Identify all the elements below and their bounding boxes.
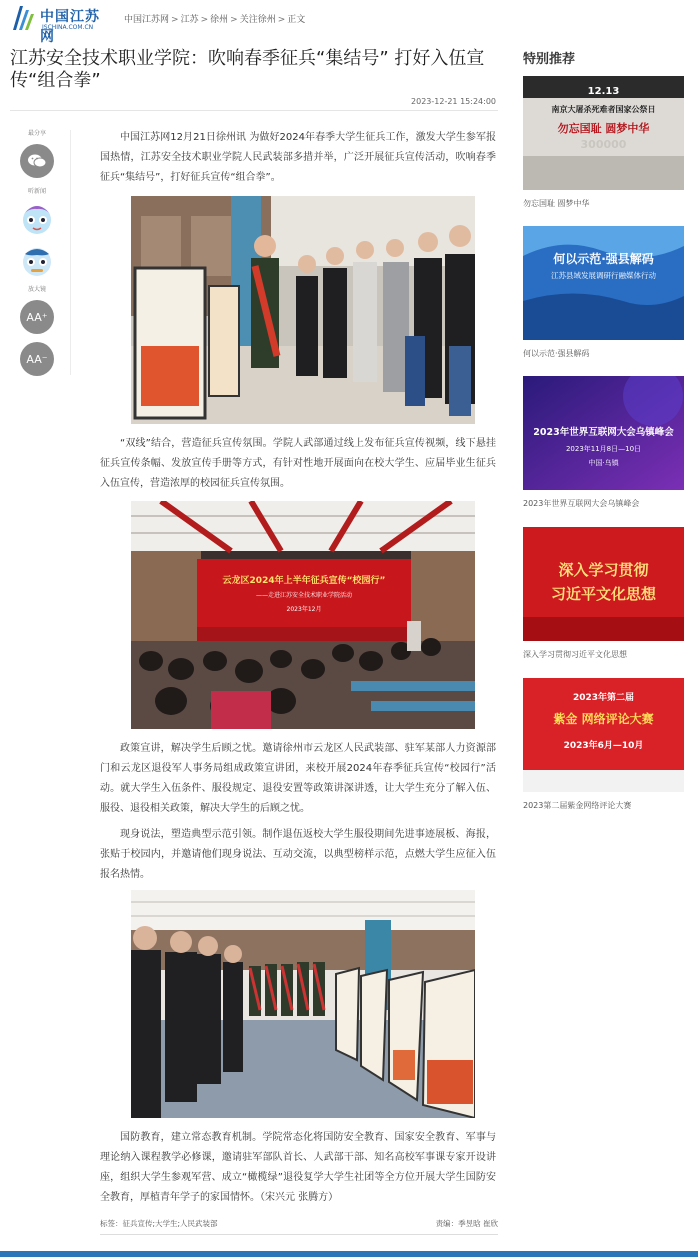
breadcrumb-separator: > — [230, 15, 238, 25]
article-meta-row — [100, 1218, 498, 1229]
listen-news-label: 听新闻 — [27, 188, 46, 195]
male-voice-avatar-icon[interactable] — [19, 242, 55, 278]
promo-memorial-number: 300000 — [580, 138, 627, 151]
title-divider — [10, 110, 498, 111]
logo-mark-icon — [10, 4, 36, 32]
article-photo-exhibition — [131, 196, 475, 424]
lecture-banner-date: 2023年12月 — [286, 606, 322, 613]
promo-caption-memorial[interactable]: 勿忘国耻 圆梦中华 — [523, 199, 590, 208]
breadcrumb-item-jiangsu[interactable]: 江苏 — [180, 15, 199, 25]
promo-caption-county[interactable]: 何以示范·强县解码 — [523, 349, 590, 358]
promo-caption-zijin-contest[interactable]: 2023第二届紫金网络评论大赛 — [523, 801, 632, 810]
promo-internet-dates: 2023年11月8日—10日 — [565, 445, 642, 453]
lecture-banner-title: 云龙区2024年上半年征兵宣传“校园行” — [222, 576, 386, 586]
article-editor: 责编：季昱晗 崔欣 — [435, 1219, 498, 1228]
promo-caption-culture-thought[interactable]: 深入学习贯彻习近平文化思想 — [523, 650, 627, 659]
wechat-icon — [27, 153, 47, 169]
promo-internet-venue: 中国·乌镇 — [588, 459, 619, 467]
promo-internet-headline: 2023年世界互联网大会乌镇峰会 — [533, 427, 674, 438]
logo-text: 中国江苏网 — [40, 9, 100, 45]
article-title: 江苏安全技术职业学院：吹响春季征兵“集结号” 打好入伍宣传“组合拳” — [10, 48, 485, 91]
promo-card-zijin-contest[interactable] — [523, 678, 684, 792]
breadcrumb-item-focus-xuzhou[interactable]: 关注徐州 — [239, 15, 276, 25]
article-datetime: 2023-12-21 15:24:00 — [411, 97, 496, 106]
site-logo[interactable] — [10, 4, 110, 45]
promo-culture-line2: 习近平文化思想 — [550, 585, 656, 603]
zoom-label: 放大镜 — [27, 286, 46, 293]
zoom-out-button[interactable]: AA⁻ — [20, 342, 54, 376]
breadcrumb-item-current: 正文 — [287, 15, 306, 25]
article-paragraph: 国防教育，建立常态教育机制。学院常态化将国防安全教育、国家安全教育、军事与理论纳入课程教学必修课，邀请驻军部队首长、人武部干部、知名高校军事课专家开设讲座，组织大学生参观军营、成立“橄榄绿”退役复学大学生社团等全方位开展大学生国防安全教育，厚植青年学子的家国情怀。（宋兴元 张腾方） — [100, 1132, 496, 1203]
promo-card-culture-thought[interactable] — [523, 527, 684, 641]
female-voice-avatar-icon[interactable] — [19, 200, 55, 236]
breadcrumb-item-xuzhou[interactable]: 徐州 — [210, 15, 229, 25]
lecture-hall-scene — [131, 501, 475, 729]
breadcrumb-separator: > — [171, 15, 179, 25]
article-tags[interactable]: 标签：征兵宣传;大学生;人民武装部 — [100, 1219, 218, 1228]
wechat-share-button[interactable] — [20, 144, 54, 178]
county-banner-art — [523, 226, 684, 340]
lecture-banner-subtitle: ——走进江苏安全技术职业学院活动 — [255, 592, 352, 599]
breadcrumb-separator: > — [200, 15, 209, 25]
article-photo-display-boards — [131, 890, 475, 1118]
article-paragraph: “双线”结合，营造征兵宣传氛围。学院人武部通过线上发布征兵宣传视频，线下悬挂征兵宣传条幅、发放宣传手册等方式，有针对性地开展面向在校大学生、应届毕业生征兵入伍宣传，营造浓厚的校园征兵宣传氛围。 — [100, 438, 496, 489]
promo-card-memorial[interactable] — [523, 76, 684, 190]
breadcrumb — [124, 12, 305, 25]
logo-subtext: JSCHINA.COM.CN — [42, 24, 94, 31]
promo-zijin-dates: 2023年6月—10月 — [563, 741, 644, 751]
promo-memorial-slogan: 勿忘国耻 圆梦中华 — [557, 122, 650, 135]
site-header — [0, 0, 698, 45]
promo-card-county[interactable] — [523, 226, 684, 340]
promo-county-sub: 江苏县域发展调研行融媒体行动 — [551, 271, 656, 280]
promo-memorial-headline: 南京大屠杀死难者国家公祭日 — [551, 105, 656, 114]
share-label: 最分享 — [27, 130, 46, 137]
promo-zijin-headline: 紫金 网络评论大赛 — [553, 712, 654, 726]
meta-divider — [100, 1234, 498, 1235]
promo-caption-internet-conf[interactable]: 2023年世界互联网大会乌镇峰会 — [523, 499, 640, 508]
promo-memorial-date: 12.13 — [587, 86, 620, 97]
breadcrumb-item-home[interactable]: 中国江苏网 — [124, 15, 170, 25]
promo-card-internet-conf[interactable] — [523, 376, 684, 490]
rail-divider — [70, 130, 71, 375]
zoom-in-button[interactable]: AA⁺ — [20, 300, 54, 334]
footer-bar — [0, 1251, 698, 1257]
promo-zijin-edition: 2023年第二届 — [572, 693, 635, 703]
breadcrumb-separator: > — [277, 15, 286, 25]
promo-county-headline: 何以示范·强县解码 — [553, 252, 654, 266]
article-paragraph: 现身说法，塑造典型示范引领。制作退伍返校大学生服役期间先进事迹展板、海报，张贴于校园内，并邀请他们现身说法、互动交流，以典型榜样示范，点燃大学生应征入伍报名热情。 — [100, 829, 496, 880]
article-paragraph: 中国江苏网12月21日徐州讯 为做好2024年春季大学生征兵工作，激发大学生参军报国热情，江苏安全技术职业学院人民武装部多措并举，广泛开展征兵宣传活动，吹响春季征兵“集结号”，打好征兵宣传“组合拳”。 — [100, 132, 496, 183]
sidebar-title: 特别推荐 — [523, 52, 576, 67]
article-photo-lecture-hall — [131, 501, 475, 729]
article-paragraph: 政策宣讲，解决学生后顾之忧。邀请徐州市云龙区人民武装部、驻军某部人力资源部门和云龙区退役军人事务局组成政策宣讲团，来校开展2024年春季征兵宣传“校园行”活动。就大学生入伍条件、服役规定、退役安置等政策讲深讲透，让大学生充分了解入伍、服役、退役相关政策，解决大学生的后顾之忧。 — [100, 743, 496, 814]
promo-culture-line1: 深入学习贯彻 — [558, 561, 649, 579]
